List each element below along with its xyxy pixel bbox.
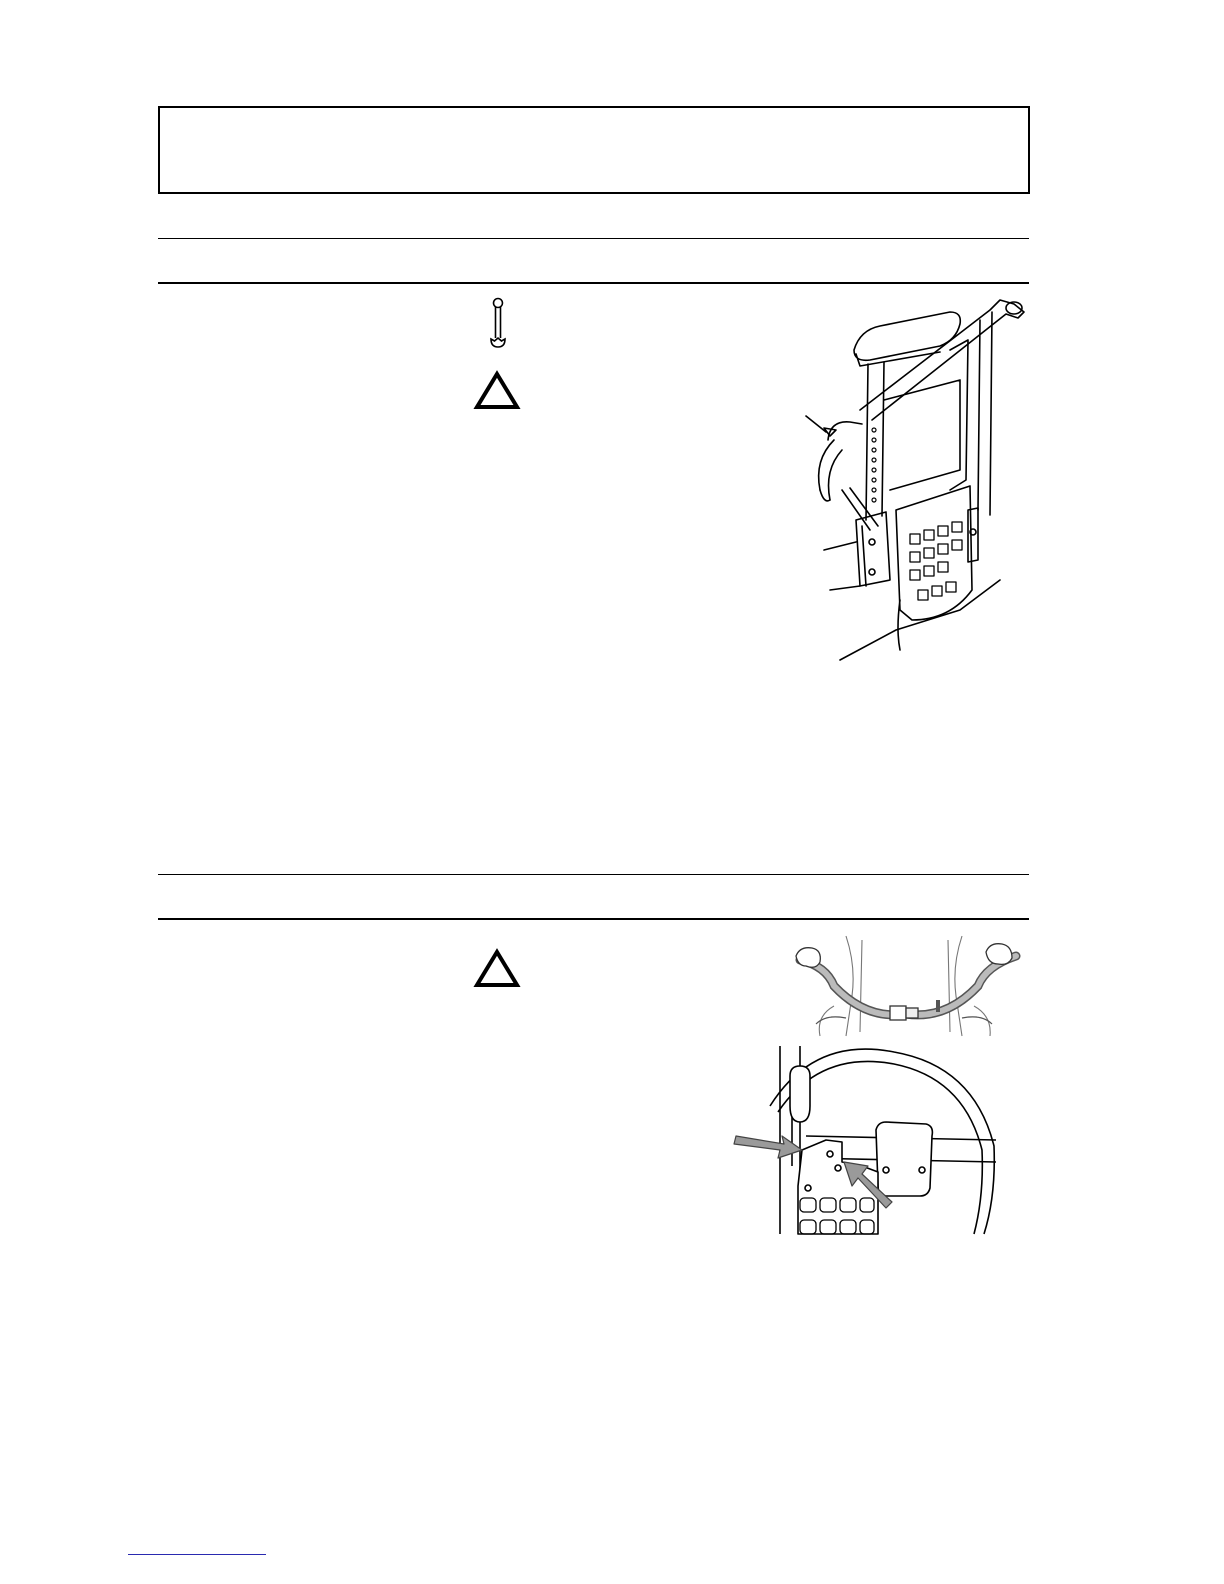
header-box <box>158 106 1030 194</box>
footer-rule <box>128 1554 266 1555</box>
seat-belt-figure <box>786 936 1030 1040</box>
section1-bottom-rule <box>158 282 1029 284</box>
warning-triangle-icon <box>473 948 521 988</box>
section2-top-rule <box>158 874 1029 875</box>
side-plate-figure <box>734 1046 996 1236</box>
wrench-icon <box>486 296 510 348</box>
section1-top-rule <box>158 238 1029 239</box>
armrest-assembly-figure <box>800 290 1030 670</box>
section2-bottom-rule <box>158 918 1029 920</box>
warning-triangle-icon <box>473 370 521 410</box>
